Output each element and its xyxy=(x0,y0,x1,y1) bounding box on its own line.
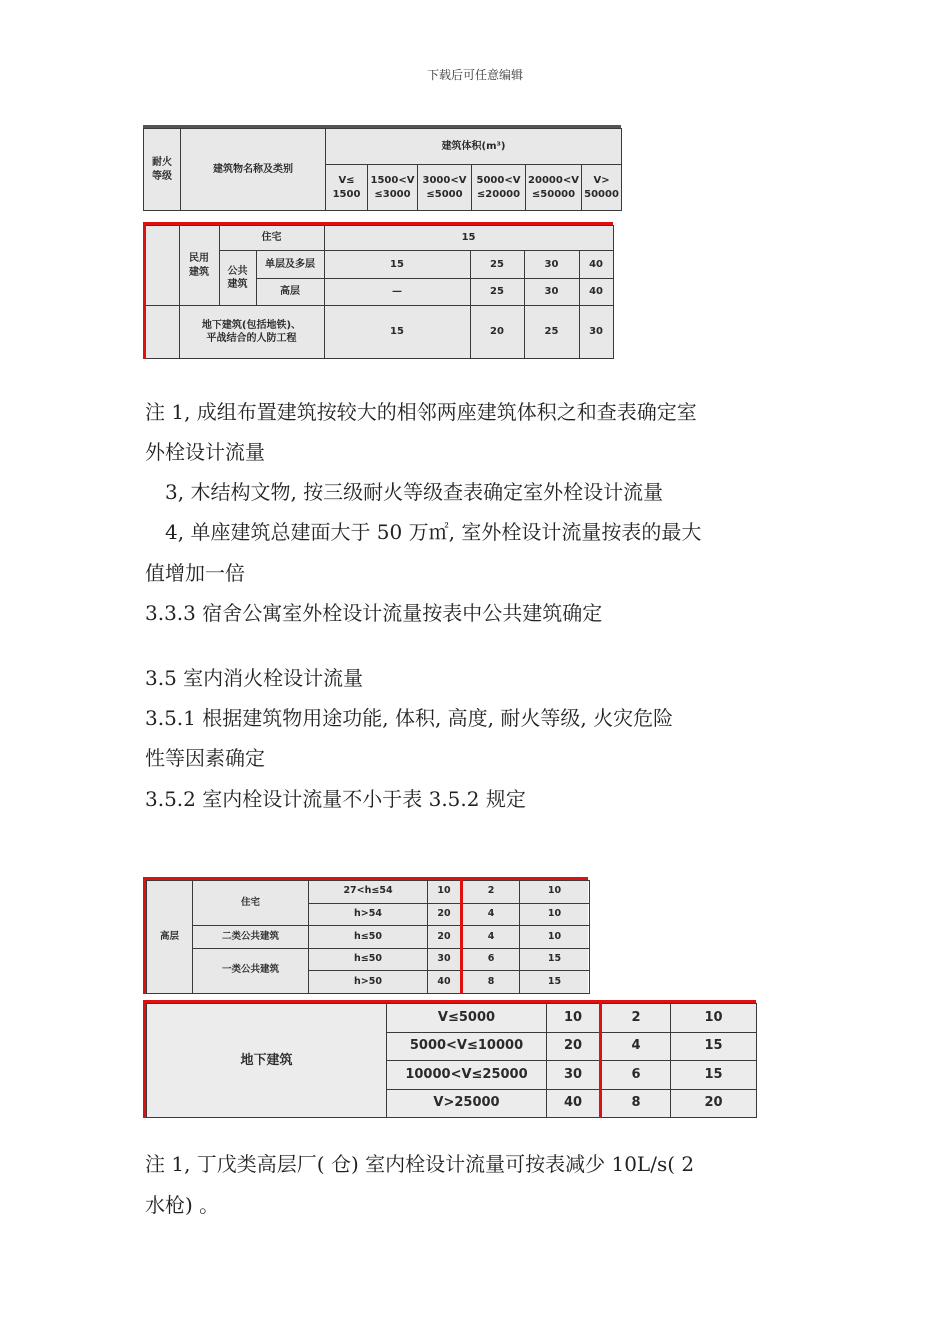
volume-range: 5000<V≤10000 xyxy=(387,1032,547,1061)
residential-label: 住宅 xyxy=(219,226,324,251)
high-rise-value: 25 xyxy=(470,279,524,306)
flow-per-gun: 15 xyxy=(671,1061,757,1090)
flow-value: 20 xyxy=(428,926,462,949)
flow-value: 20 xyxy=(547,1032,601,1061)
gun-count: 8 xyxy=(462,971,520,994)
high-rise-label: 高层 xyxy=(256,279,324,306)
flow-value: 10 xyxy=(547,1004,601,1033)
flow-value: 10 xyxy=(428,881,462,904)
volume-range: 10000<V≤25000 xyxy=(387,1061,547,1090)
flow-per-gun: 10 xyxy=(520,903,590,926)
volume-col-1: V≤ 1500 xyxy=(326,165,368,211)
high-rise-table xyxy=(143,877,588,994)
height-range: h>54 xyxy=(309,903,428,926)
flow-value: 30 xyxy=(428,948,462,971)
flow-per-gun: 10 xyxy=(671,1004,757,1033)
height-range: h≤50 xyxy=(309,948,428,971)
underground-label: 地下建筑(包括地铁)、 平战结合的人防工程 xyxy=(179,306,324,359)
gun-count: 8 xyxy=(601,1089,671,1118)
paragraph: 3.3.3 宿舍公寓室外栓设计流量按表中公共建筑确定 xyxy=(145,601,603,625)
height-range: h≤50 xyxy=(309,926,428,949)
volume-header-table xyxy=(143,125,621,211)
class1-public-label: 一类公共建筑 xyxy=(193,948,309,993)
note: 注 1, 丁戊类高层厂( 仓) 室内栓设计流量可按表减少 10L/s( 2 xyxy=(145,1152,695,1176)
paragraph: 3, 木结构文物, 按三级耐火等级查表确定室外栓设计流量 xyxy=(165,480,664,504)
flow-value: 40 xyxy=(428,971,462,994)
paragraph: 4, 单座建筑总建面大于 50 万㎡, 室外栓设计流量按表的最大 xyxy=(165,520,702,544)
height-range: h>50 xyxy=(309,971,428,994)
flow-value: 20 xyxy=(428,903,462,926)
gun-count: 2 xyxy=(601,1004,671,1033)
high-rise-label: 高层 xyxy=(147,881,193,994)
paragraph: 3.5.1 根据建筑物用途功能, 体积, 高度, 耐火等级, 火灾危险 xyxy=(145,706,674,730)
volume-header: 建筑体积(m³) xyxy=(326,129,622,165)
flow-value: 40 xyxy=(547,1089,601,1118)
volume-col-4: 5000<V ≤20000 xyxy=(472,165,526,211)
flow-per-gun: 10 xyxy=(520,926,590,949)
gun-count: 4 xyxy=(462,926,520,949)
paragraph: 性等因素确定 xyxy=(145,746,265,770)
note: 水枪) 。 xyxy=(145,1193,220,1217)
volume-range: V>25000 xyxy=(387,1089,547,1118)
paragraph: 值增加一倍 xyxy=(145,561,245,585)
civil-building-label: 民用 建筑 xyxy=(179,226,219,306)
flow-value: 30 xyxy=(547,1061,601,1090)
building-header: 建筑物名称及类别 xyxy=(181,129,326,211)
underground-value: 30 xyxy=(579,306,613,359)
page-header: 下载后可任意编辑 xyxy=(426,68,523,82)
high-rise-value: 40 xyxy=(579,279,613,306)
paragraph: 3.5.2 室内栓设计流量不小于表 3.5.2 规定 xyxy=(145,787,526,811)
low-rise-value: 40 xyxy=(579,251,613,279)
low-rise-value: 15 xyxy=(324,251,470,279)
class2-public-label: 二类公共建筑 xyxy=(193,926,309,949)
gun-count: 2 xyxy=(462,881,520,904)
high-rise-value: — xyxy=(324,279,470,306)
paragraph: 外栓设计流量 xyxy=(145,440,265,464)
underground-value: 25 xyxy=(524,306,579,359)
volume-col-2: 1500<V ≤3000 xyxy=(368,165,418,211)
residential-label: 住宅 xyxy=(193,881,309,926)
flow-per-gun: 15 xyxy=(520,971,590,994)
gun-count: 6 xyxy=(462,948,520,971)
residential-value: 15 xyxy=(324,226,613,251)
volume-col-3: 3000<V ≤5000 xyxy=(418,165,472,211)
civil-building-table xyxy=(143,222,613,359)
volume-col-6: V> 50000 xyxy=(582,165,622,211)
gun-count: 6 xyxy=(601,1061,671,1090)
flow-per-gun: 10 xyxy=(520,881,590,904)
volume-col-5: 20000<V ≤50000 xyxy=(526,165,582,211)
section-heading: 3.5 室内消火栓设计流量 xyxy=(145,666,364,690)
paragraph: 注 1, 成组布置建筑按较大的相邻两座建筑体积之和查表确定室 xyxy=(145,400,697,424)
low-rise-label: 单层及多层 xyxy=(256,251,324,279)
volume-range: V≤5000 xyxy=(387,1004,547,1033)
fire-grade-header: 耐火 等级 xyxy=(144,129,181,211)
underground-value: 15 xyxy=(324,306,470,359)
high-rise-value: 30 xyxy=(524,279,579,306)
flow-per-gun: 20 xyxy=(671,1089,757,1118)
underground-label: 地下建筑 xyxy=(147,1004,387,1118)
flow-per-gun: 15 xyxy=(520,948,590,971)
underground-value: 20 xyxy=(470,306,524,359)
gun-count: 4 xyxy=(462,903,520,926)
height-range: 27<h≤54 xyxy=(309,881,428,904)
low-rise-value: 25 xyxy=(470,251,524,279)
flow-per-gun: 15 xyxy=(671,1032,757,1061)
gun-count: 4 xyxy=(601,1032,671,1061)
underground-table xyxy=(143,1000,756,1118)
low-rise-value: 30 xyxy=(524,251,579,279)
public-building-label: 公共 建筑 xyxy=(219,251,256,306)
